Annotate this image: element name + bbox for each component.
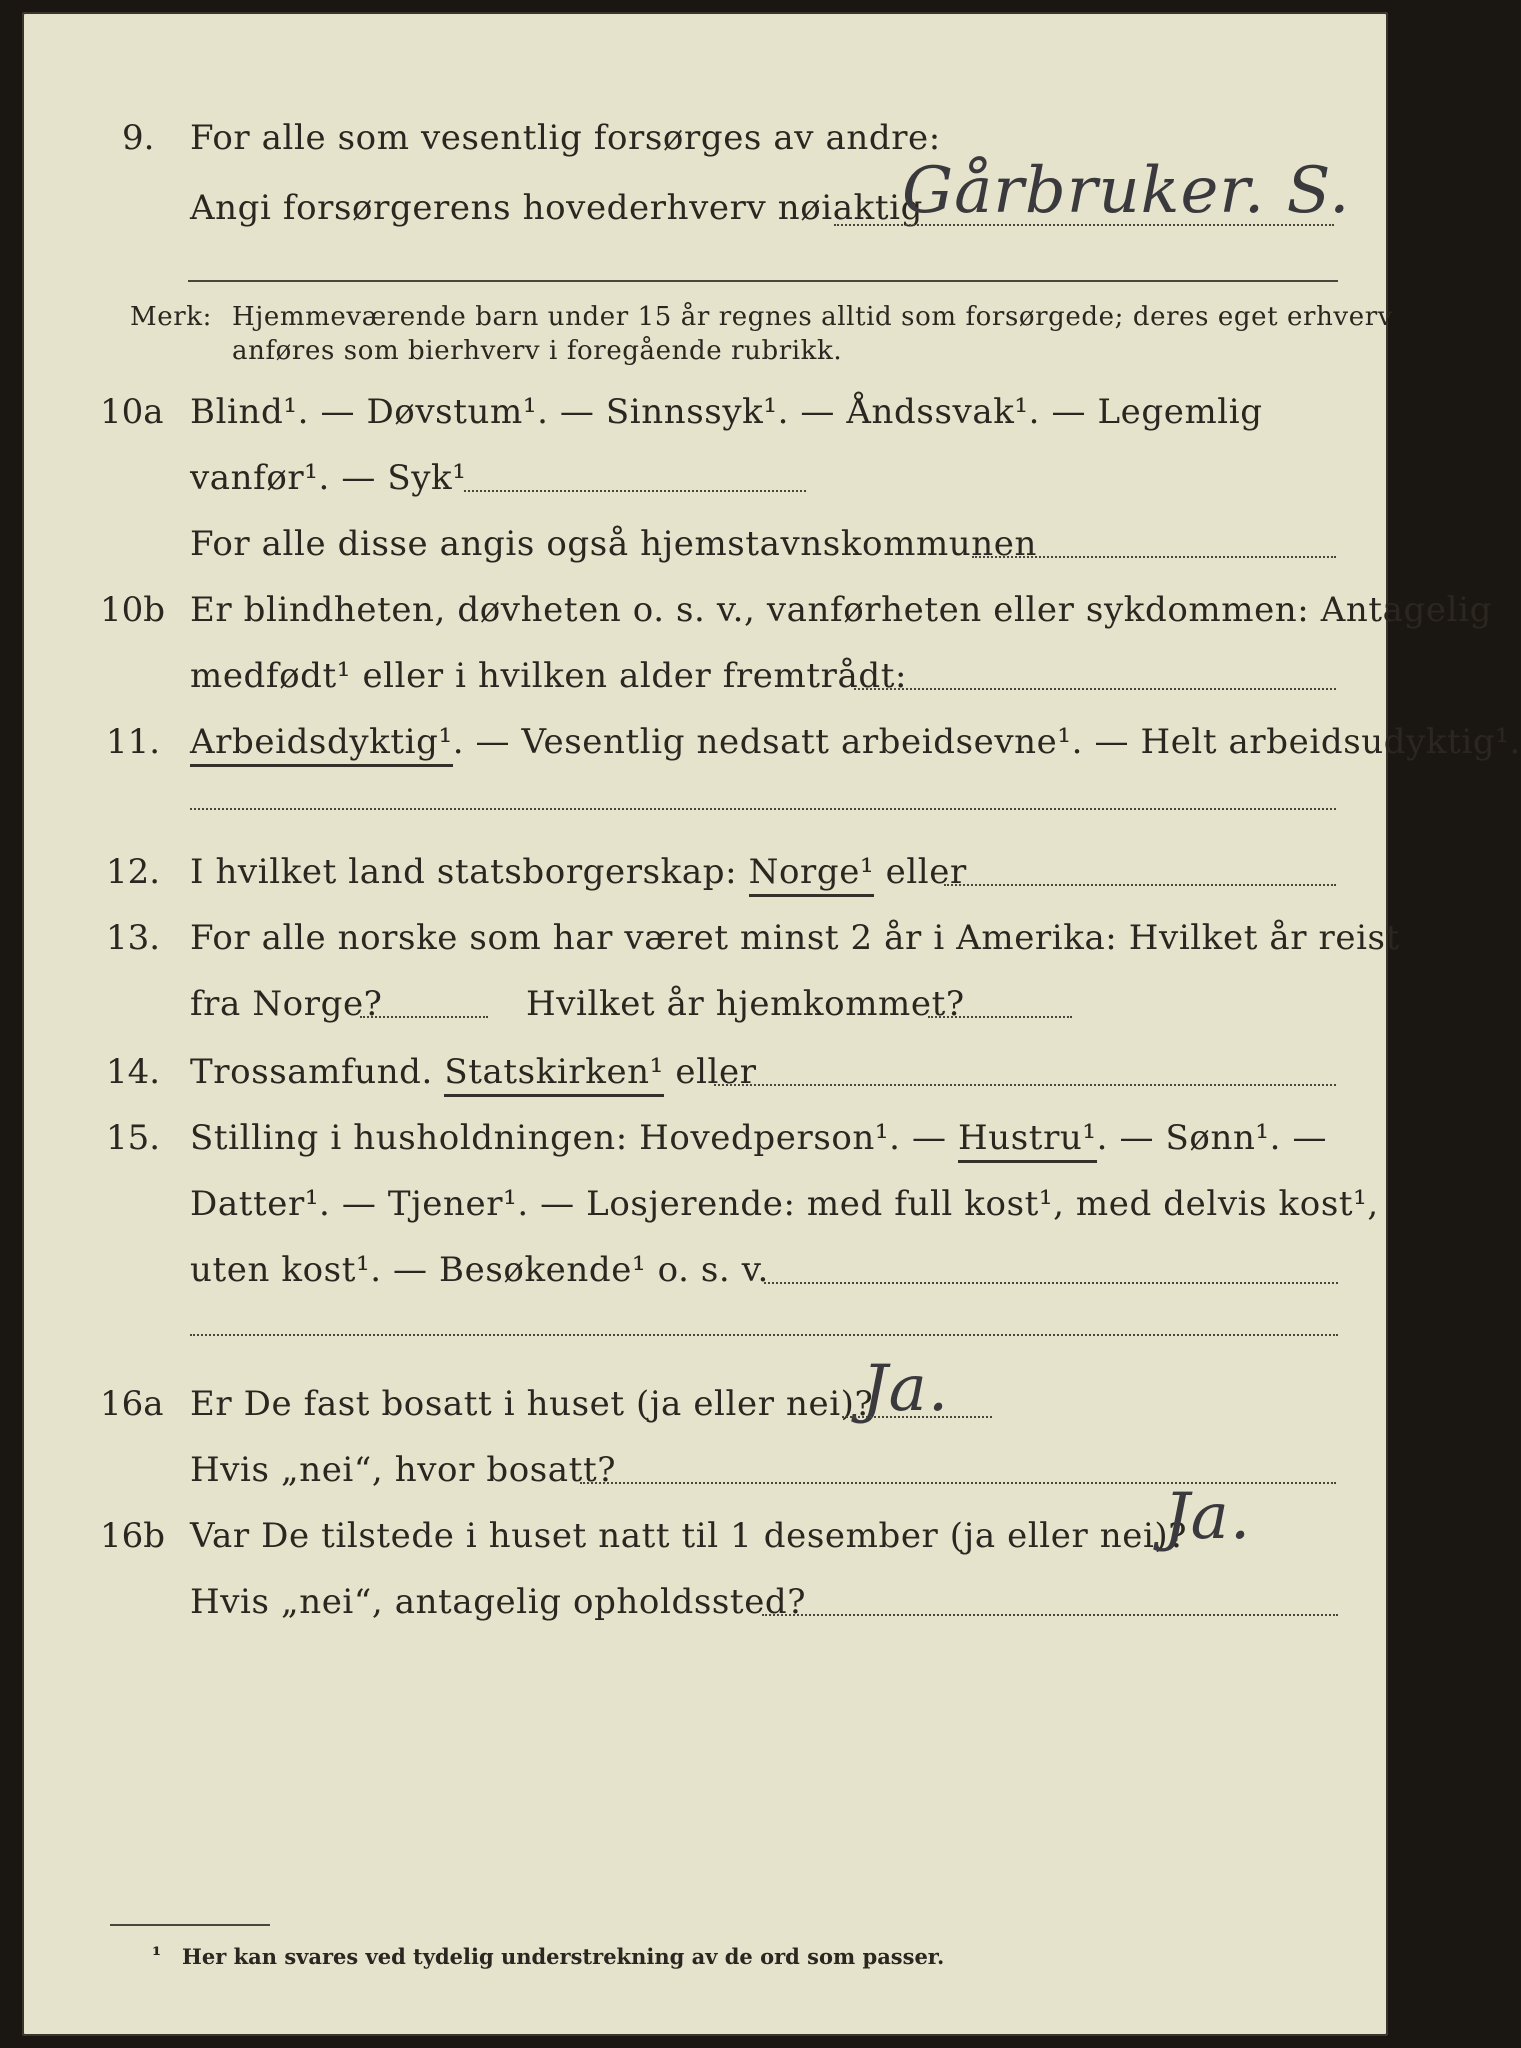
- q14-pre: Trossamfund.: [190, 1052, 433, 1092]
- q10a-line1: Blind¹. — Døvstum¹. — Sinnssyk¹. — Åndssvak¹. — Legemlig: [190, 392, 1263, 432]
- q12-answer-line: [944, 884, 1336, 886]
- merk-label: Merk:: [130, 302, 212, 332]
- form-page: [22, 12, 1521, 2036]
- q13-number: 13.: [106, 918, 161, 958]
- q12-line: [190, 852, 967, 892]
- q15-answer-line: [764, 1282, 1338, 1284]
- q10b-answer-line: [854, 688, 1336, 690]
- q12-underlined-answer: Norge¹: [749, 852, 875, 897]
- q15-line1a: Stilling i husholdningen: Hovedperson¹. —: [190, 1118, 947, 1158]
- q11-answer-line: [190, 808, 1336, 810]
- q16a-line2: Hvis „nei“, hvor bosatt?: [190, 1450, 617, 1490]
- merk-line1: Hjemmeværende barn under 15 år regnes alltid som forsørgede; deres eget erhverv: [232, 302, 1394, 332]
- q16a-line1: Er De fast bosatt i huset (ja eller nei)?: [190, 1384, 874, 1424]
- q14-underlined-answer: Statskirken¹: [444, 1052, 664, 1097]
- q15-line2: Datter¹. — Tjener¹. — Losjerende: med full kost¹, med delvis kost¹,: [190, 1184, 1379, 1224]
- q9-line2: Angi forsørgerens hovederhverv nøiaktig: [190, 188, 923, 228]
- q11-line: [190, 722, 1521, 762]
- q16b-opholdssted-line: [762, 1614, 1338, 1616]
- footnote-mark: ¹: [152, 1942, 162, 1967]
- q14-line: [190, 1052, 757, 1092]
- q10a-syk-line: [464, 490, 806, 492]
- q10a-kommune-line: [972, 556, 1336, 558]
- q16a-answer-line: [842, 1416, 992, 1418]
- q15-extra-line: [190, 1334, 1338, 1336]
- q10b-line2: medfødt¹ eller i hvilken alder fremtrådt:: [190, 656, 908, 696]
- q15-underlined-answer: Hustru¹: [958, 1118, 1097, 1163]
- q9-line1: For alle som vesentlig forsørges av andre:: [190, 118, 941, 158]
- q16b-line2: Hvis „nei“, antagelig opholdssted?: [190, 1582, 807, 1622]
- q15-line1b: . — Sønn¹. —: [1096, 1118, 1328, 1158]
- q13-reist-line: [360, 1016, 488, 1018]
- q10a-line3: For alle disse angis også hjemstavnskommunen: [190, 524, 1037, 564]
- q16b-line1: Var De tilstede i huset natt til 1 desember (ja eller nei)?: [190, 1516, 1188, 1556]
- q14-post: eller: [675, 1052, 757, 1092]
- q13-line2b: Hvilket år hjemkommet?: [526, 984, 965, 1024]
- q10b-number: 10b: [100, 590, 166, 630]
- footnote-text: Her kan svares ved tydelig understrekning av de ord som passer.: [182, 1944, 945, 1969]
- q12-post: eller: [885, 852, 967, 892]
- footnote-rule: [110, 1924, 270, 1926]
- q10b-line1: Er blindheten, døvheten o. s. v., vanførheten eller sykdommen: Antagelig: [190, 590, 1492, 630]
- q14-number: 14.: [106, 1052, 161, 1092]
- q10a-number: 10a: [100, 392, 164, 432]
- q12-number: 12.: [106, 852, 161, 892]
- q13-line1: For alle norske som har været minst 2 år i Amerika: Hvilket år reist: [190, 918, 1400, 958]
- q11-rest: . — Vesentlig nedsatt arbeidsevne¹. — Helt arbeidsudyktig¹.: [452, 722, 1521, 762]
- q9-handwritten-answer: Gårbruker. S.: [902, 154, 1351, 228]
- q11-number: 11.: [106, 722, 161, 762]
- q16b-handwritten-answer: Ja.: [1164, 1480, 1252, 1554]
- q15-line3: uten kost¹. — Besøkende¹ o. s. v.: [190, 1250, 769, 1290]
- q16a-handwritten-answer: Ja.: [862, 1352, 950, 1426]
- q15-number: 15.: [106, 1118, 161, 1158]
- q15-line1: [190, 1118, 1327, 1158]
- q13-hjemkommet-line: [928, 1016, 1072, 1018]
- q9-number: 9.: [122, 118, 155, 158]
- q11-underlined-answer: Arbeidsdyktig¹: [190, 722, 453, 767]
- q16a-number: 16a: [100, 1384, 164, 1424]
- q13-line2a: fra Norge?: [190, 984, 383, 1024]
- q16b-number: 16b: [100, 1516, 166, 1556]
- divider: [188, 280, 1338, 282]
- q14-answer-line: [714, 1084, 1336, 1086]
- q12-pre: I hvilket land statsborgerskap:: [190, 852, 738, 892]
- merk-line2: anføres som bierhverv i foregående rubrikk.: [232, 336, 843, 366]
- q10a-line2: vanfør¹. — Syk¹: [190, 458, 467, 498]
